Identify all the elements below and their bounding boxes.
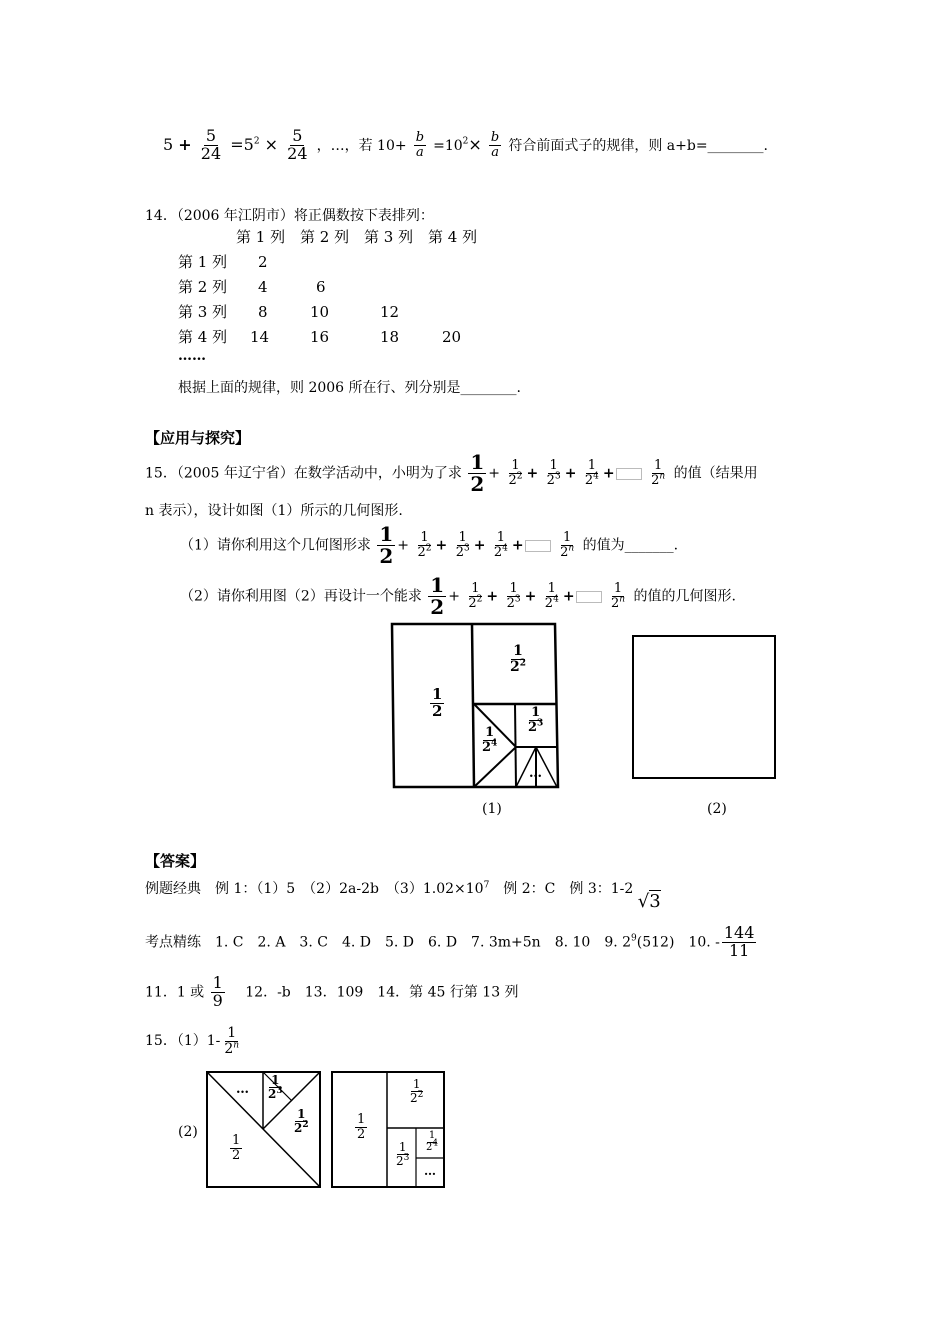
fraction-1-2 <box>468 452 486 495</box>
superscript: 2 <box>516 471 523 482</box>
table-header-cell: 第 2 列 <box>300 228 350 246</box>
fig2-caption: (2) <box>707 801 727 817</box>
frac-den <box>266 1085 285 1101</box>
frac-num: 1 <box>357 1112 366 1127</box>
fraction-1-2sq <box>408 1078 425 1104</box>
fraction-1-2cube <box>266 1074 285 1100</box>
text: 15．（2005 年辽宁省）在数学活动中，小明为了求 <box>145 465 462 482</box>
frac-den <box>543 594 561 611</box>
table-row <box>178 249 492 274</box>
ansfig-b-ellipsis: … <box>424 1164 436 1178</box>
fig1-label-quarter <box>506 644 530 674</box>
text: 5 <box>163 134 174 154</box>
ellipsis-placeholder-icon <box>576 591 602 603</box>
answers-line2 <box>145 925 758 960</box>
text: 2 <box>584 473 594 488</box>
table-row <box>178 274 492 299</box>
superscript: 2 <box>462 136 469 147</box>
frac-num: 1 <box>420 530 429 546</box>
frac-num: 1 <box>547 581 556 597</box>
superscript: 2 <box>253 136 260 147</box>
frac-den <box>454 543 472 560</box>
superscript: 7 <box>483 880 490 891</box>
fraction-1-2sq <box>508 644 528 674</box>
fig1-label-sixteenth <box>478 726 501 754</box>
text: 例题经典 例 1：（1）5 （2）2a-2b （3）1.02×10 <box>145 881 484 897</box>
fig1-label-half <box>428 687 446 720</box>
text: 的值（结果用 <box>673 465 758 482</box>
frac-num: 1 <box>531 705 541 720</box>
answers-line4 <box>145 1026 243 1056</box>
frac-num: 5 <box>292 126 303 145</box>
sqrt-expression <box>638 891 661 912</box>
fig1-label-eighth <box>524 706 547 734</box>
plus-sign: + <box>562 588 575 605</box>
frac-num: 1 <box>379 522 394 546</box>
section-answer-heading: 【答案】 <box>145 852 206 870</box>
frac-num: 1 <box>271 1073 280 1087</box>
frac-num: b <box>490 130 500 146</box>
ansfig-a-half <box>228 1134 244 1162</box>
answers-fig-label: (2) <box>178 1124 198 1140</box>
frac-num: 1 <box>212 973 223 992</box>
text: 的值的几何图形. <box>633 588 736 605</box>
frac-den <box>609 594 627 611</box>
superscript: n <box>233 1040 240 1051</box>
frac-den: 9 <box>212 990 223 1010</box>
frac-num: 1 <box>471 581 480 597</box>
table-cell <box>364 249 428 274</box>
frac-den: 2 <box>432 701 443 720</box>
superscript: 2 <box>476 594 483 605</box>
ansfig-b-sixteenth <box>422 1131 442 1153</box>
fraction-1-2pown <box>558 531 576 559</box>
table-cell: 10 <box>310 302 330 321</box>
text: 3 <box>649 891 661 912</box>
frac-num: 1 <box>549 458 558 474</box>
fraction-5-24 <box>199 128 223 163</box>
table-row <box>178 324 492 349</box>
times-sign: × <box>264 134 279 154</box>
fraction-1-2 <box>355 1113 367 1141</box>
frac-num: 5 <box>205 126 217 145</box>
frac-den <box>649 471 667 488</box>
fraction-1-2pow4 <box>424 1131 440 1153</box>
frac-num: 1 <box>470 450 485 474</box>
table-cell: 2 <box>258 252 268 271</box>
fraction-1-2 <box>377 524 395 567</box>
q15-part1 <box>180 524 678 567</box>
text: 2 <box>546 473 555 488</box>
text: 2 <box>268 1086 277 1101</box>
text: 的值为_______. <box>582 537 679 554</box>
frac-num: 1 <box>412 1077 421 1091</box>
table-cell <box>300 249 364 274</box>
fraction-1-2pown <box>609 582 627 610</box>
fraction-1-2sq <box>506 459 524 487</box>
plus-sign: + <box>511 537 524 554</box>
superscript: 9 <box>631 933 637 944</box>
text: 2 <box>528 719 538 735</box>
plus-sign: + <box>524 588 537 605</box>
fraction-144-11 <box>722 925 757 960</box>
frac-num: 1 <box>513 643 523 659</box>
text: 2 <box>493 545 503 560</box>
frac-den <box>394 1152 411 1168</box>
frac-num: 1 <box>562 530 572 546</box>
fraction-1-2pow4 <box>480 726 499 754</box>
text: 2 <box>224 1040 234 1057</box>
q15-stem-line2: n 表示），设计如图（1）所示的几何图形. <box>145 503 403 519</box>
frac-den: 2 <box>470 472 485 496</box>
plus-sign: + <box>473 537 486 554</box>
fraction-1-2pow4 <box>543 582 561 610</box>
frac-num: 1 <box>653 458 663 474</box>
table-cell <box>428 249 492 274</box>
plus-sign: + <box>486 588 499 605</box>
fig1-ellipsis: … <box>529 766 542 781</box>
frac-num: 1 <box>232 1133 241 1148</box>
q13-formula-line <box>163 128 768 163</box>
fraction-1-2 <box>430 687 444 720</box>
frac-den <box>222 1042 241 1057</box>
table-cell <box>428 299 492 324</box>
table-row <box>178 299 492 324</box>
text: 2 <box>508 473 517 488</box>
text: 2 <box>410 1090 418 1105</box>
q15-stem <box>145 452 758 495</box>
row-label: 第 3 列 <box>178 303 228 321</box>
fig1-caption: (1) <box>482 801 502 817</box>
table-cell <box>364 274 428 299</box>
frac-den <box>492 543 510 560</box>
q14-stem: 14．（2006 年江阴市）将正偶数按下表排列： <box>145 208 434 224</box>
superscript: 3 <box>276 1085 283 1096</box>
table-cell: 20 <box>442 327 462 346</box>
ansfig-a-eighth <box>264 1074 287 1100</box>
frac-den: 11 <box>728 940 750 960</box>
table-cell: 12 <box>380 302 400 321</box>
frac-den <box>424 1138 440 1154</box>
frac-den: 2 <box>357 1126 366 1142</box>
table-cell: 8 <box>258 302 268 321</box>
fraction-1-2sq <box>292 1108 311 1134</box>
figure-2-empty-square <box>632 635 776 779</box>
fraction-1-2pown <box>649 459 667 487</box>
sqrt-icon: √ <box>637 891 650 912</box>
frac-num: 1 <box>227 1025 237 1041</box>
superscript: n <box>568 543 575 554</box>
q14-dots: …… <box>178 348 206 364</box>
table-cell: 16 <box>310 327 330 346</box>
plus-sign: + <box>488 465 501 482</box>
frac-den <box>558 543 576 560</box>
frac-den <box>506 471 524 488</box>
fraction-1-9 <box>211 975 225 1010</box>
plus-sign: + <box>435 537 448 554</box>
fraction-1-2pown <box>222 1026 241 1056</box>
frac-den: 2 <box>379 544 394 568</box>
frac-num: 1 <box>613 581 623 597</box>
text: 2 <box>560 545 569 560</box>
row-label: 第 4 列 <box>178 328 228 346</box>
fraction-1-2cube <box>454 531 472 559</box>
frac-num: 1 <box>398 1140 407 1154</box>
plus-sign: + <box>602 465 615 482</box>
text: =5 <box>230 134 254 154</box>
text: 2 <box>544 596 554 611</box>
plus-sign: + <box>526 465 539 482</box>
fraction-1-2pow4 <box>492 531 510 559</box>
superscript: 4 <box>553 594 559 605</box>
frac-num: 1 <box>297 1107 306 1121</box>
row-label: 第 1 列 <box>178 253 228 271</box>
text: ，…，若 10+ <box>316 137 407 154</box>
fraction-1-2cube <box>526 706 545 734</box>
table-cell: 14 <box>250 327 270 346</box>
frac-den <box>505 594 523 611</box>
ansfig-b-eighth <box>392 1141 413 1167</box>
ansfig-b-half <box>353 1113 369 1141</box>
superscript: n <box>619 594 626 605</box>
superscript: 3 <box>554 471 561 482</box>
answers-line1 <box>145 877 661 912</box>
frac-den <box>480 738 499 755</box>
superscript: 4 <box>593 471 599 482</box>
fraction-1-2cube <box>394 1141 411 1167</box>
answers-line3 <box>145 975 519 1010</box>
table-header-cell: 第 1 列 <box>236 228 286 246</box>
frac-den <box>583 471 601 488</box>
plus-sign: + <box>564 465 577 482</box>
plus-sign: + <box>178 134 192 154</box>
text: (512) 10. - <box>636 934 720 951</box>
fraction-1-2 <box>230 1134 242 1162</box>
fraction-1-2 <box>428 575 446 618</box>
text: =10 <box>433 137 463 154</box>
text: 11．1 或 <box>145 984 205 1001</box>
frac-den: 2 <box>232 1147 241 1163</box>
superscript: 3 <box>403 1152 410 1163</box>
table-header-cell: 第 4 列 <box>428 228 478 246</box>
superscript: 2 <box>302 1119 309 1130</box>
frac-num: b <box>415 130 425 146</box>
table-cell <box>428 274 492 299</box>
text: 2 <box>506 596 515 611</box>
frac-den <box>415 543 433 560</box>
q14-question: 根据上面的规律，则 2006 所在行、列分别是________. <box>178 380 521 396</box>
table-cell: 4 <box>258 277 268 296</box>
frac-num: 1 <box>496 530 506 546</box>
row-label: 第 2 列 <box>178 278 228 296</box>
plus-sign: + <box>397 537 410 554</box>
superscript: 3 <box>463 543 470 554</box>
frac-den: 2 <box>430 595 445 619</box>
frac-den: a <box>415 144 424 160</box>
superscript: n <box>659 471 666 482</box>
fraction-5-24 <box>285 128 309 163</box>
superscript: 4 <box>432 1138 439 1149</box>
text: 例 2：C 例 3：1-2 <box>489 881 634 897</box>
superscript: 2 <box>417 1089 424 1100</box>
plus-sign: + <box>448 588 460 605</box>
text: 2 <box>396 1153 404 1168</box>
text: 2 <box>426 1141 433 1153</box>
text: 12．-b 13．109 14．第 45 行第 13 列 <box>231 984 519 1001</box>
text: （2）请你利用图（2）再设计一个能求 <box>180 588 422 605</box>
superscript: 4 <box>491 738 498 749</box>
text: 2 <box>482 739 492 755</box>
superscript: 4 <box>502 543 508 554</box>
frac-den <box>508 660 528 675</box>
fraction-b-a <box>489 131 501 159</box>
frac-num: 1 <box>485 725 495 740</box>
text: 考点精练 1. C 2. A 3. C 4. D 5. D 6. D 7. 3m+5n 8. 10 9. 2 <box>145 934 632 951</box>
text: 符合前面式子的规律，则 a+b=________. <box>508 137 768 154</box>
table-header-cell: 第 3 列 <box>364 228 414 246</box>
q14-table <box>178 224 492 349</box>
text: 2 <box>651 473 660 488</box>
text: （1）请你利用这个几何图形求 <box>180 537 371 554</box>
frac-num: 1 <box>511 458 520 474</box>
ansfig-b-quarter <box>406 1078 427 1104</box>
frac-num: 1 <box>428 1130 436 1141</box>
table-cell: 18 <box>380 327 400 346</box>
times-sign: × <box>468 134 482 154</box>
frac-num: 1 <box>458 530 467 546</box>
frac-num: 1 <box>432 685 443 703</box>
frac-den: 24 <box>287 143 308 163</box>
superscript: 2 <box>425 543 432 554</box>
text: 2 <box>455 545 464 560</box>
frac-den <box>526 718 545 735</box>
frac-den: 24 <box>200 143 222 163</box>
section-apply-heading: 【应用与探究】 <box>145 429 251 447</box>
fraction-1-2cube <box>545 459 563 487</box>
frac-num: 1 <box>509 581 518 597</box>
fraction-b-a <box>414 131 426 159</box>
text: 2 <box>417 545 426 560</box>
frac-num: 1 <box>587 458 597 474</box>
frac-den <box>408 1089 425 1105</box>
ansfig-a-ellipsis: … <box>236 1082 249 1097</box>
ellipsis-placeholder-icon <box>616 468 642 480</box>
superscript: 3 <box>537 718 544 729</box>
table-header-row <box>178 224 492 249</box>
fraction-1-2cube <box>505 582 523 610</box>
text: 2 <box>468 596 477 611</box>
ellipsis-placeholder-icon <box>525 540 551 552</box>
frac-num: 1 <box>430 573 445 597</box>
frac-den <box>545 471 563 488</box>
fraction-1-2sq <box>415 531 433 559</box>
fraction-1-2pow4 <box>583 459 601 487</box>
table-corner <box>178 224 236 249</box>
frac-den <box>292 1119 311 1135</box>
superscript: 3 <box>514 594 521 605</box>
fraction-1-2sq <box>466 582 484 610</box>
text: 2 <box>510 658 520 675</box>
superscript: 2 <box>519 658 527 669</box>
q15-part2 <box>180 575 736 618</box>
frac-num: 144 <box>723 923 755 942</box>
frac-den <box>466 594 484 611</box>
ansfig-a-quarter <box>290 1108 313 1134</box>
text: 15．（1）1- <box>145 1033 221 1050</box>
table-cell: 6 <box>316 277 326 296</box>
frac-den: a <box>491 144 499 160</box>
text: 2 <box>611 596 620 611</box>
text: 2 <box>294 1120 303 1135</box>
